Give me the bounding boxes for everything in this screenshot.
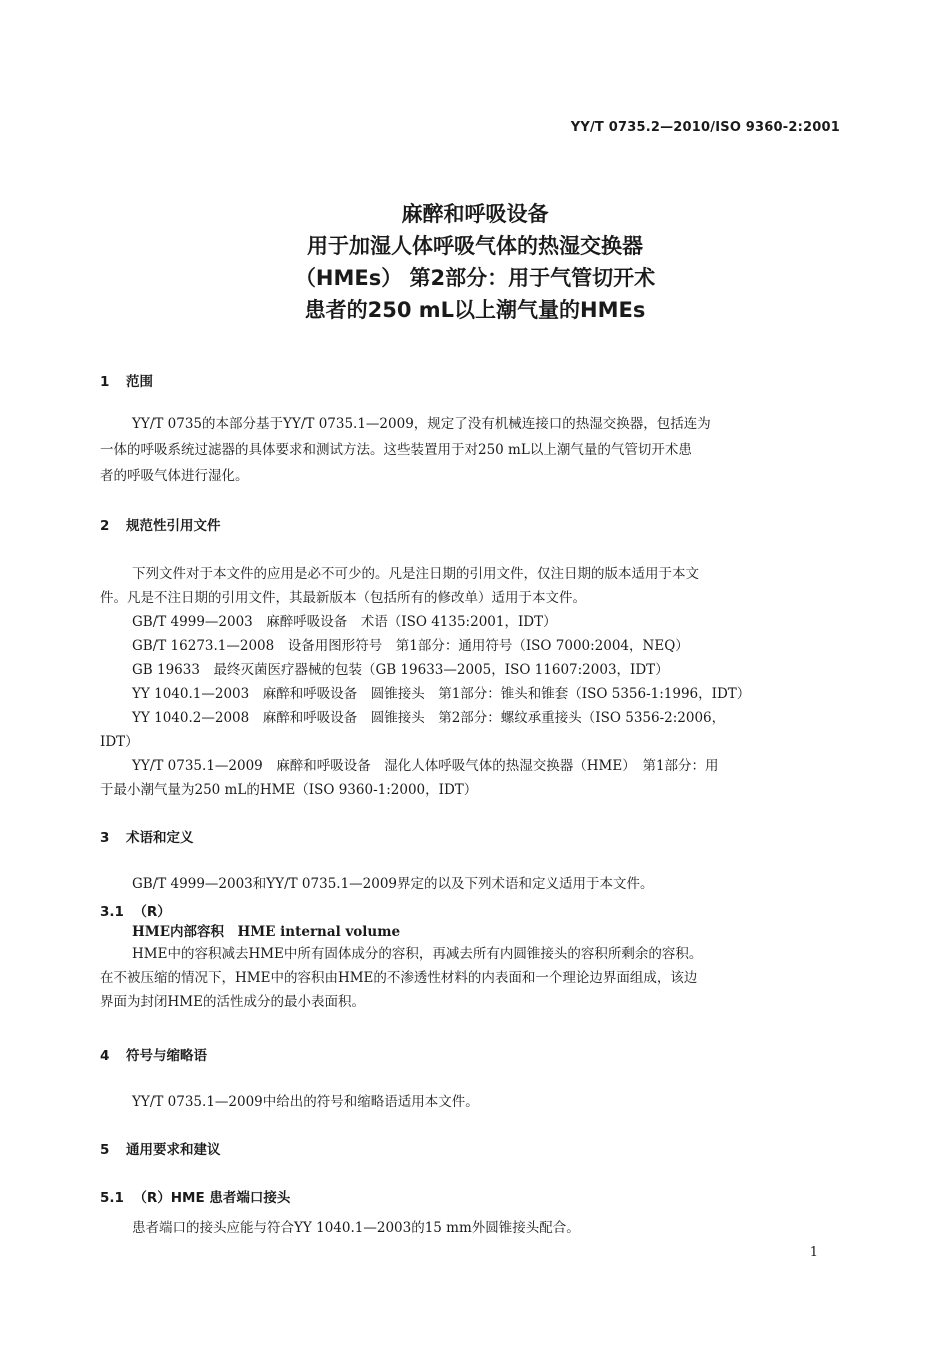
title-line-2: 用于加湿人体呼吸气体的热湿交换器 [307,234,643,258]
reference-item-continuation: IDT） [100,734,139,750]
paragraph-line: YY/T 0735.1—2009中给出的符号和缩略语适用本文件。 [132,1094,479,1110]
subsection-3-1-heading [100,900,171,920]
reference-item: GB/T 4999—2003 麻醉呼吸设备 术语（ISO 4135:2001，IDT） [132,614,557,630]
title-line-1: 麻醉和呼吸设备 [401,202,549,226]
paragraph-line: 件。凡是不注日期的引用文件，其最新版本（包括所有的修改单）适用于本文件。 [100,590,586,606]
reference-item: YY 1040.1—2003 麻醉和呼吸设备 圆锥接头 第1部分：锥头和锥套（ISO 5356-1:1996，IDT） [132,686,751,702]
paragraph-line: 者的呼吸气体进行湿化。 [100,468,249,484]
section-number: 1 [100,374,110,390]
section-title: 符号与缩略语 [126,1048,207,1064]
section-2-heading [100,514,221,534]
reference-item: GB/T 16273.1—2008 设备用图形符号 第1部分：通用符号（ISO 7000:2004，NEQ） [132,638,689,654]
document-title [0,198,950,326]
page-number: 1 [809,1245,818,1260]
section-number: 3 [100,830,110,846]
section-3-heading [100,826,194,846]
section-1-heading [100,370,153,390]
paragraph-line: GB/T 4999—2003和YY/T 0735.1—2009界定的以及下列术语和定义适用于本文件。 [132,876,654,892]
paragraph-line: 下列文件对于本文件的应用是必不可少的。凡是注日期的引用文件，仅注日期的版本适用于本文 [132,566,699,582]
title-line-4: 患者的250 mL以上潮气量的HMEs [304,298,646,322]
definition-line: 界面为封闭HME的活性成分的最小表面积。 [100,994,365,1010]
title-line-3: （HMEs） 第2部分：用于气管切开术 [294,266,656,290]
reference-item-continuation: 于最小潮气量为250 mL的HME（ISO 9360-1:2000，IDT） [100,782,478,798]
section-number: 2 [100,518,110,534]
section-number: 5 [100,1142,110,1158]
subsection-number: 5.1 [100,1190,124,1206]
section-4-heading [100,1044,207,1064]
paragraph-line: 一体的呼吸系统过滤器的具体要求和测试方法。这些装置用于对250 mL以上潮气量的气管切开术患 [100,442,692,458]
section-number: 4 [100,1048,110,1064]
paragraph-line: 患者端口的接头应能与符合YY 1040.1—2003的15 mm外圆锥接头配合。 [132,1220,580,1236]
reference-item: GB 19633 最终灭菌医疗器械的包装（GB 19633—2005，ISO 11607:2003，IDT） [132,662,669,678]
term-entry: HME内部容积 HME internal volume [132,924,401,940]
section-title: 规范性引用文件 [126,518,221,534]
subsection-number: 3.1 [100,904,124,920]
section-title: 范围 [126,374,153,390]
section-title: 术语和定义 [126,830,194,846]
reference-item: YY/T 0735.1—2009 麻醉和呼吸设备 湿化人体呼吸气体的热湿交换器（HME） 第1部分：用 [132,758,719,774]
section-5-heading [100,1138,221,1158]
reference-item: YY 1040.2—2008 麻醉和呼吸设备 圆锥接头 第2部分：螺纹承重接头（ISO 5356-2:2006， [132,710,726,726]
definition-line: HME中的容积减去HME中所有固体成分的容积，再减去所有内圆锥接头的容积所剩余的容积。 [132,946,703,962]
standard-code: YY/T 0735.2—2010/ISO 9360-2:2001 [570,120,840,135]
subsection-5-1-heading [100,1186,290,1206]
definition-line: 在不被压缩的情况下，HME中的容积由HME的不渗透性材料的内表面和一个理论边界面组成，该边 [100,970,698,986]
subsection-tag: （R） [133,904,171,920]
paragraph-line: YY/T 0735的本部分基于YY/T 0735.1—2009，规定了没有机械连接口的热湿交换器，包括连为 [132,416,711,432]
section-title: 通用要求和建议 [126,1142,221,1158]
subsection-title: （R）HME 患者端口接头 [133,1190,291,1206]
